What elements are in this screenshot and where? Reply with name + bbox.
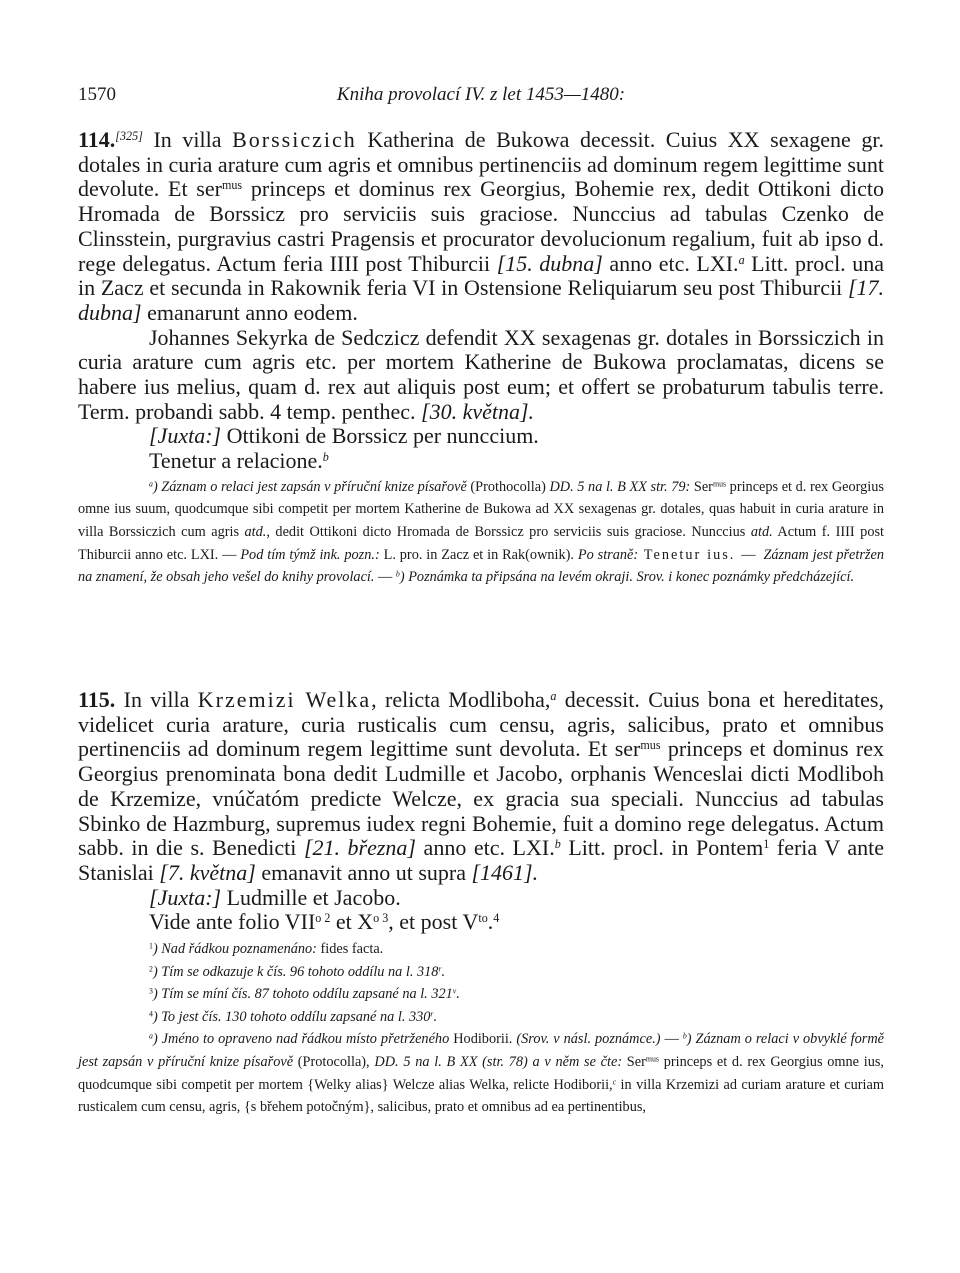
date-bracket: [15. dubna] xyxy=(496,250,603,276)
date-bracket: [30. května]. xyxy=(421,398,535,424)
entry-114-text: 114.[325] In villa Borssiczich Katherina de Bukowa decessit. Cuius XX sexagene gr. dotales in curia arature cum agris et omnibus pertinenciis ad dominum regem legittime sunt devolute. Et ser$^{mus}$ princeps et dominus rex Georgius, Bohemie rex, dedit Ottikoni dicto Hromada de Borssicz pro serviciis suis graciose. Nunccius ad tabulas Czenko de Clinsstein, purgravius castri Pragensis et procurator devolucionum regalium, fuit ab ipso d. rege delegatus. Actum feria IIII post Thiburcii [15. dubna] anno etc. LXI.$^a$ Litt. procl. una in Zacz et secunda in Rakownik feria VI in Ostensione Reliquiarum seu post Thiburcii [17. dubna] emanarunt anno eodem. xyxy=(78,127,884,325)
place-name: Krzemizi Welka xyxy=(197,687,372,712)
folio-ref: [325] xyxy=(115,128,143,143)
entry-number: 114. xyxy=(78,127,116,152)
footnote-a-b: $^a$) Jméno to opraveno nad řádkou místo přetrženého Hodiborii. (Srov. v násl. poznámce.) — $^b$) Záznam o relaci v obvyklé formě jest zapsán v příruční knize písařově (Protocolla), DD. 5 na l. B XX (str. 78) a v něm se čte: Ser$^{mus}$ princeps et d. rex Georgius omne ius, quodcumque sibi competit per mortem {Welky alias} Welcze alias Welka, relicte Hodiborii,$^c$ in villa Krzemizi ad curiam arature et curiam rusticalem cum censu, agris, {s břehem potočným}, salicibus, prato et omnibus ad ea pertinentibus, xyxy=(78,1031,885,1116)
tenetur-line: Tenetur a relacione.$^b$ xyxy=(149,448,329,474)
entry-115-text: 115. In villa Krzemizi Welka, relicta Modliboha,$^a$ decessit. Cuius bona et hereditates, videlicet curia arature, curia rusticalis cum censu, agris, salicibus, prato et omnibus pertinenciis ad dominum regem legittime sunt devoluta. Et ser$^{mus}$ princeps et dominus rex Georgius prenominata bona dedit Ludmille et Jacobo, orphanis Wenceslai dicti Modliboh de Krzemize, vnúčatóm predicte Welcze, ex gracia sua speciali. Nunccius ad tabulas Sbinko de Hazmburg, supremus iudex regni Bohemie, fuit a domino rege delegatus. Actum sabb. in die s. Benedicti [21. března] anno etc. LXI.$^b$ Litt. procl. in Pontem$^1$ feria V ante Stanislai [7. května] emanavit anno ut supra [1461]. xyxy=(78,687,885,885)
footnote-a: $^a$) Záznam o relaci jest zapsán v příruční knize písařově (Prothocolla) DD. 5 na l. B XX str. 79: Ser$^{mus}$ princeps et d. rex Georgius omne ius suum, quodcumque sibi competit per mortem Katherine de Bukowa ad XX sexagenas gr. dotales, quas habuit in curia arature in villa Borssiczich cum agris atd., dedit Ottikoni dicto Hromada de Borssicz pro serviciis suis graciose. Nunccius atd. Actum f. IIII post Thiburcii anno etc. LXI. — Pod tím týmž ink. pozn.: L. pro. in Zacz et in Rak(ownik). Po straně: Tenetur ius. — Záznam jest přetržen na znamení, že obsah jeho vešel do knihy provolací. — $^b$) Poznámka ta připsána na levém okraji. Srov. i konec poznámky předcházející. xyxy=(78,478,884,586)
footnote-2: $^2$) Tím se odkazuje k čís. 96 tohoto oddílu na l. 318$^r$. xyxy=(149,963,446,980)
juxta-line: [Juxta:] Ludmille et Jacobo. xyxy=(149,884,401,910)
entry-115 xyxy=(78,688,884,1119)
juxta-line: [Juxta:] Ottikoni de Borssicz per nunccium. xyxy=(149,423,539,449)
place-name: Borssiczich xyxy=(232,127,357,152)
date-bracket: [17. dubna] xyxy=(78,275,884,325)
footnote-4: $^4$) To jest čís. 130 tohoto oddílu zapsané na l. 330$^r$. xyxy=(149,1008,438,1025)
date-bracket: [7. května] xyxy=(159,859,256,885)
running-header xyxy=(78,84,884,108)
note-ref: a xyxy=(738,252,745,267)
vide-line: Vide ante folio $VII^{o 2}$ et $X^{o 3}$, et post $V^{to}.^4$ xyxy=(149,909,500,935)
entry-114-defense: Johannes Sekyrka de Sedczicz defendit XX sexagenas gr. dotales in Borssiczich in curia arature cum agris etc. per mortem Katherine de Bukowa proclamatas, dicens se habere ius melius, quam d. rex aut aliquis post eum; et offert se probaturum tabulis terre. Term. probandi sabb. 4 temp. penthec. [30. května]. xyxy=(78,324,884,424)
entry-number: 115. xyxy=(78,687,116,712)
page-number: 1570 xyxy=(78,84,116,105)
footnote-b: ) Poznámka ta připsána na levém okraji. Srov. i konec poznámky předcházející. xyxy=(399,569,855,586)
footnote-b-mark: b xyxy=(395,569,400,579)
entry-114 xyxy=(78,128,884,589)
footnote-1: $^1$) Nad řádkou poznamenáno: fides facta. xyxy=(149,941,384,958)
date-bracket: [21. března] xyxy=(303,835,416,861)
running-title: Kniha provolací IV. z let 1453—1480: xyxy=(336,84,626,105)
year-bracket: [1461]. xyxy=(471,859,539,885)
footnote-3: $^3$) Tím se míní čís. 87 tohoto oddílu zapsané na l. 321$^v$. xyxy=(149,986,460,1003)
